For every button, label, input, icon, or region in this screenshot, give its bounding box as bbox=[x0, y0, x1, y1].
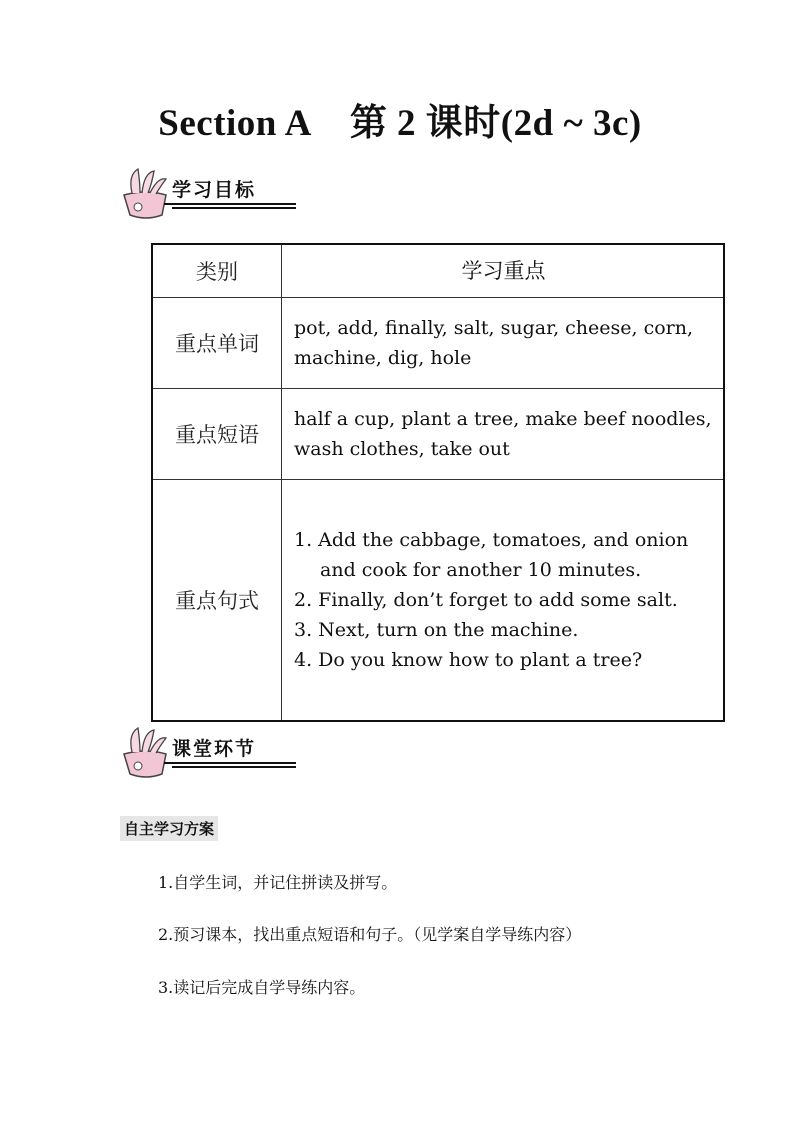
flower-pot-icon bbox=[118, 724, 174, 780]
flower-pot-icon bbox=[118, 165, 174, 221]
sentence: 4. Do you know how to plant a tree? bbox=[294, 649, 643, 671]
divider bbox=[164, 203, 296, 205]
study-step: 3.读记后完成自学导练内容。 bbox=[158, 978, 366, 997]
row-category: 重点单词 bbox=[152, 298, 282, 389]
header-focus: 学习重点 bbox=[282, 244, 725, 298]
sentence: 1. Add the cabbage, tomatoes, and onion and cook for another 10 minutes. bbox=[294, 529, 689, 581]
table-row bbox=[152, 298, 724, 389]
row-content bbox=[282, 480, 725, 722]
section-label: 学习目标 bbox=[172, 179, 257, 201]
row-category: 重点句式 bbox=[152, 480, 282, 722]
divider bbox=[172, 207, 296, 209]
section-header-goals bbox=[118, 165, 308, 221]
study-step: 1.自学生词，并记住拼读及拼写。 bbox=[158, 873, 398, 892]
table-header-row bbox=[152, 244, 724, 298]
row-content: half a cup, plant a tree, make beef noodles, wash clothes, take out bbox=[282, 389, 725, 480]
self-study-heading: 自主学习方案 bbox=[120, 816, 218, 841]
study-goals-table bbox=[151, 243, 725, 722]
row-content: pot, add, finally, salt, sugar, cheese, corn, machine, dig, hole bbox=[282, 298, 725, 389]
row-category: 重点短语 bbox=[152, 389, 282, 480]
section-label: 课堂环节 bbox=[172, 738, 257, 760]
table-row bbox=[152, 389, 724, 480]
title-section: Section A bbox=[158, 103, 312, 144]
sentence: 2. Finally, don’t forget to add some salt. bbox=[294, 589, 678, 611]
section-header-classroom bbox=[118, 724, 308, 780]
divider bbox=[172, 766, 296, 768]
header-category: 类别 bbox=[152, 244, 282, 298]
table-row bbox=[152, 480, 724, 722]
study-step: 2.预习课本，找出重点短语和句子。（见学案自学导练内容） bbox=[158, 925, 582, 944]
title-lesson: 第 2 课时(2d ~ 3c) bbox=[349, 103, 642, 144]
sentence: 3. Next, turn on the machine. bbox=[294, 619, 579, 641]
page-title bbox=[0, 92, 800, 146]
divider bbox=[164, 762, 296, 764]
